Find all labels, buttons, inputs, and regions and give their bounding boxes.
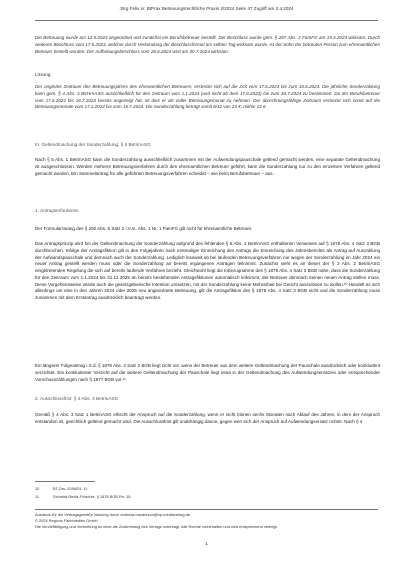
case-facts-paragraph: Die Betreuung wurde am 12.5.2023 angeordnet und zunächst ein Berufsbetreuer bestellt. Der Beschluss wurde gem. § 287 Abs. 2 FamFG am 15.5.2023 wirksam. Durch weiteren Beschluss vom 17.6.2023, welcher durch Verkündung der Beschlussformel am selben Tag wirksam wurde, ist der Sohn der betreuten Person zum ehrenamtlichen Betreuer bestellt worden. Der Aufhebungsbeschluss vom 28.6.2024 wird am 30.7.2024 wirksam. — [35, 35, 380, 54]
footer-rule — [35, 509, 378, 510]
header-rule — [35, 20, 378, 21]
paragraph-geltendmachung: Nach § 5 Abs. 1 BetrinASG kann die Sonderzahlung ausschließlich zusammen mit der Aufwendungspauschale geltend gemacht werden, eine separate Geltendmachung ist ausgeschlossen. Werden mehrere Betreuungsverfahren durch den ehrenamtlichen Betreuer geführt, kann die Sonderzahlung nur zu den einzelnen Verfahren geltend gemacht werden. Ein Sammelantrag für alle geführten Betreuungsverfahren scheidet – wie beim Berufsbetreuer – aus. — [35, 157, 380, 176]
footnote-text: Schmidt-Recla-Fröschle, § 1878 BGB Rn. 15. — [53, 494, 132, 499]
running-header: Jörg Felix in: BtPrax Betreuungsrechtliche Praxis 2/2024 Seite 47 Zugriff am 3.4.2024 — [119, 6, 294, 11]
footer-rights-notice: Die Vervielfältigung und Verbreitung ist ohne die Zustimmung des Verlags untersagt. Alle Rechte vorbehalten und wird entsprechend verfolgt. — [35, 524, 278, 529]
subheading-ausschlussfrist: 2. Ausschlussfrist; § 4 Abs. 3 BetrinASG — [35, 396, 119, 401]
footnote-number: 10 — [35, 486, 40, 491]
footer-copyright: © 2024 Reguvis Fachmedien GmbH — [35, 518, 98, 523]
solution-label: Lösung: — [35, 72, 52, 77]
paragraph-folgeantrag: Ein längerer Folgeantrag i.S.d. § 1878 Abs. 4 Satz 2 BGB liegt nicht vor, wenn der Betreuer aus dem weitere Geltendmachung der Pauschale ausdrücklich oder konkludent verzichtet. Ein konkludenter Verzicht auf die weitere Geltendmachung der Pauschale liegt erwa in der Geltendmachung des Aufwendungsersatzes oder entsprechender Vorschusszahlungen nach § 1877 BGB vor.¹¹ — [35, 363, 380, 382]
paragraph-formularzwang: Der Formularzwang des § 292 Abs. 5 Satz 2 i.V.m. Abs. 1 Nr. 1 FamFG gilt nicht für ehrenamtliche Betreuer. — [35, 226, 253, 231]
page-number: 1 — [205, 541, 208, 546]
footnote — [35, 494, 380, 499]
subheading-antragserfordernis: 1. Antragserfordernis — [35, 208, 79, 213]
footnote-number: 11 — [35, 494, 40, 499]
footnote — [35, 486, 380, 491]
solution-paragraph: Der originäre Zeitraum des Betreuungsjahres des ehrenamtlichen Betreuers, erstreckt sich auf die Zeit vom 17.6.2023 bis zum 16.6.2024. Die jährliche Sonderzahlung kann gem. § 4 Abs. 3 BtrHrnASG ausschließlich für den Zeitraum vom 1.1.2024 (und nicht ab dem 17.6.2023) bis zum 30.7.2024 zu bestimmen. Da der Berufsbetreuer vom 17.6.2024 bis 16.7.2024 bereits angezeigt hat, ist dies er als voller Betreuungsmonat zu nehmen. Der abrechnungsfähige Zeitraum erstreckt sich somit auf die Betreuungsmonate vom 17.1.2024 bis zum 16.7.2024. Die Sonderzahlung beträgt somit 6/12 von 24 €, mithin 12 €. — [35, 84, 380, 110]
paragraph-ausschlussfrist: Gemäß § 4 Abs. 3 Satz 1 BetrinASG erlischt der Anspruch auf die Sonderzahlung, wenn er nicht binnen sechs Monaten nach Ablauf des Jahres, in dem der Anspruch entstanden ist, gerichtlich geltend gemacht wird. Die Ausschlussfrist gilt unabhängig davon, gegen wen sich der Anspruch auf Aufwendungsersatz richtet. Nach § 4 — [35, 412, 380, 424]
footnote-rule — [35, 481, 95, 482]
paragraph-antragsprinzip: Das Antragsprinzip wird bei der Geltendmachung der Sonderzahlung aufgrund des fehlenden § 5 Abs. 2 BetrinASG enthaltenen Verweises auf § 1878 Abs. 4 Satz 3 BGB durchbrochen. Infolge der Antragsfiktion gilt in den Folgejahren nach erstmaliger Einreichung des Antrags die Einreichung des Jahresberichts als Antrag auf Auszahlung der Aufwandspauschale und demnach auch der Sonderzahlung. Lediglich insoweit ob bei laufenden Betreuungsverfahren nur wegen der Sonderzahlung im Jahr 2024 ein neuer Antrag gestellt werden muss oder die Sonderzahlung an bereits ergangenen Anträgen teilnimmt. Zunächst sieht es an dieser der § 3 Abs. 2 BetrinASG eingetretenden Regelung die sich auf bereits laufende Verfahren bezieht. Gleichwohl liegt die Inbezugnahme des § 1878 Abs. 4 Satz 3 BGB nahe, dass die Sonderzahlung für den Zeitraum vom 1.1.2024 bis 31.12.2025 an bereits bestehenden Antragsfiktionen automatisch teilnimmt, der Betreuer demnach keinen neuen Antrag stellen muss. Diese Vorgehensweise würde auch die gesetzgeberische Intention umsetzen, mit der Sonderzahlung keine Mehrarbeit bei Gericht auszulösen zu wollen.¹⁰ Handelt es sich allerdings um eine in den Jahren 2024 oder 2025 neu angeordnete Betreuung, gilt die Antragsfiktion des § 1878 Abs. 4 Satz 3 BGB nicht und die Sonderzahlung muss zusammen mit dem Erstantrag ausdrücklich beantragt werden. — [35, 241, 380, 300]
footer-usage-note: Ausdruck für die Vertragsgemäße Nutzung durch andreas.baudersch@hp-mediaverlag.de. — [35, 512, 191, 517]
section-heading-iii: III. Geltendmachung der Sonderzahlung; § 5 BetrinASG — [35, 142, 151, 147]
footnote-text: BT-Drs. 20/6624, 1f. — [53, 486, 88, 491]
